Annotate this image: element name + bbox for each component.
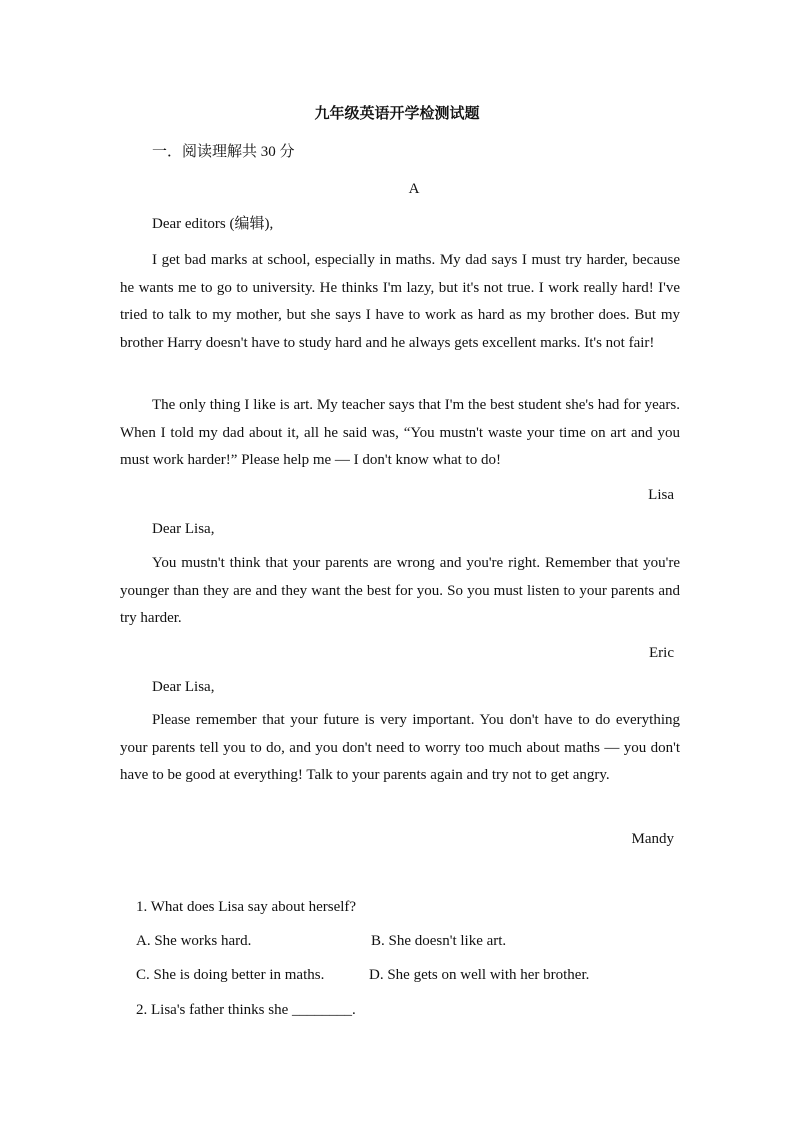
reply-1-paragraph-text: You mustn't think that your parents are wrong and you're right. Remember that you're younger than they are and they want the best for you. So you must listen to your parents and try harder. xyxy=(120,555,680,627)
reply-1-greeting: Dear Lisa, xyxy=(152,521,215,537)
question-1-option-a: A. She works hard. xyxy=(136,933,252,949)
page-title: 九年级英语开学检测试题 xyxy=(314,106,480,122)
letter-paragraph-2-text: The only thing I like is art. My teacher says that I'm the best student she's had for years. When I told my dad about it, all he said was, “You mustn't waste your time on art and you must work harder!” Please help me — I don't know what to do! xyxy=(120,397,680,469)
letter-signature: Lisa xyxy=(648,487,674,503)
letter-paragraph-1 xyxy=(120,247,680,387)
question-1-option-b: B. She doesn't like art. xyxy=(371,933,507,949)
question-1-option-c: C. She is doing better in maths. xyxy=(136,967,325,983)
reply-2-greeting: Dear Lisa, xyxy=(152,679,215,695)
question-2-stem: 2. Lisa's father thinks she ________. xyxy=(136,1002,356,1018)
reply-2-paragraph xyxy=(120,707,680,819)
reply-2-paragraph-text: Please remember that your future is very important. You don't have to do everything your parents tell you to do, and you don't need to worry too much about maths — you don't have to be good at everything! Talk to your parents again and try not to get angry. xyxy=(120,712,680,784)
section-heading: 一．阅读理解共 30 分 xyxy=(152,144,295,160)
letter-greeting: Dear editors (编辑), xyxy=(152,216,274,232)
reply-1-signature: Eric xyxy=(649,645,674,661)
letter-paragraph-1-text: I get bad marks at school, especially in maths. My dad says I must try harder, because he wants me to go to university. He thinks I'm lazy, but it's not true. I work really hard! I've tried to talk to my mother, but she says I have to work as hard as my brother does. But my brother Harry doesn't have to study hard and he always gets excellent marks. It's not fair! xyxy=(120,252,680,351)
passage-label: A xyxy=(408,181,420,197)
question-1-option-d: D. She gets on well with her brother. xyxy=(369,967,590,983)
reply-1-paragraph xyxy=(120,550,680,634)
question-1-stem: 1. What does Lisa say about herself? xyxy=(136,899,357,915)
letter-paragraph-2 xyxy=(120,392,680,476)
reply-2-signature: Mandy xyxy=(631,831,674,847)
